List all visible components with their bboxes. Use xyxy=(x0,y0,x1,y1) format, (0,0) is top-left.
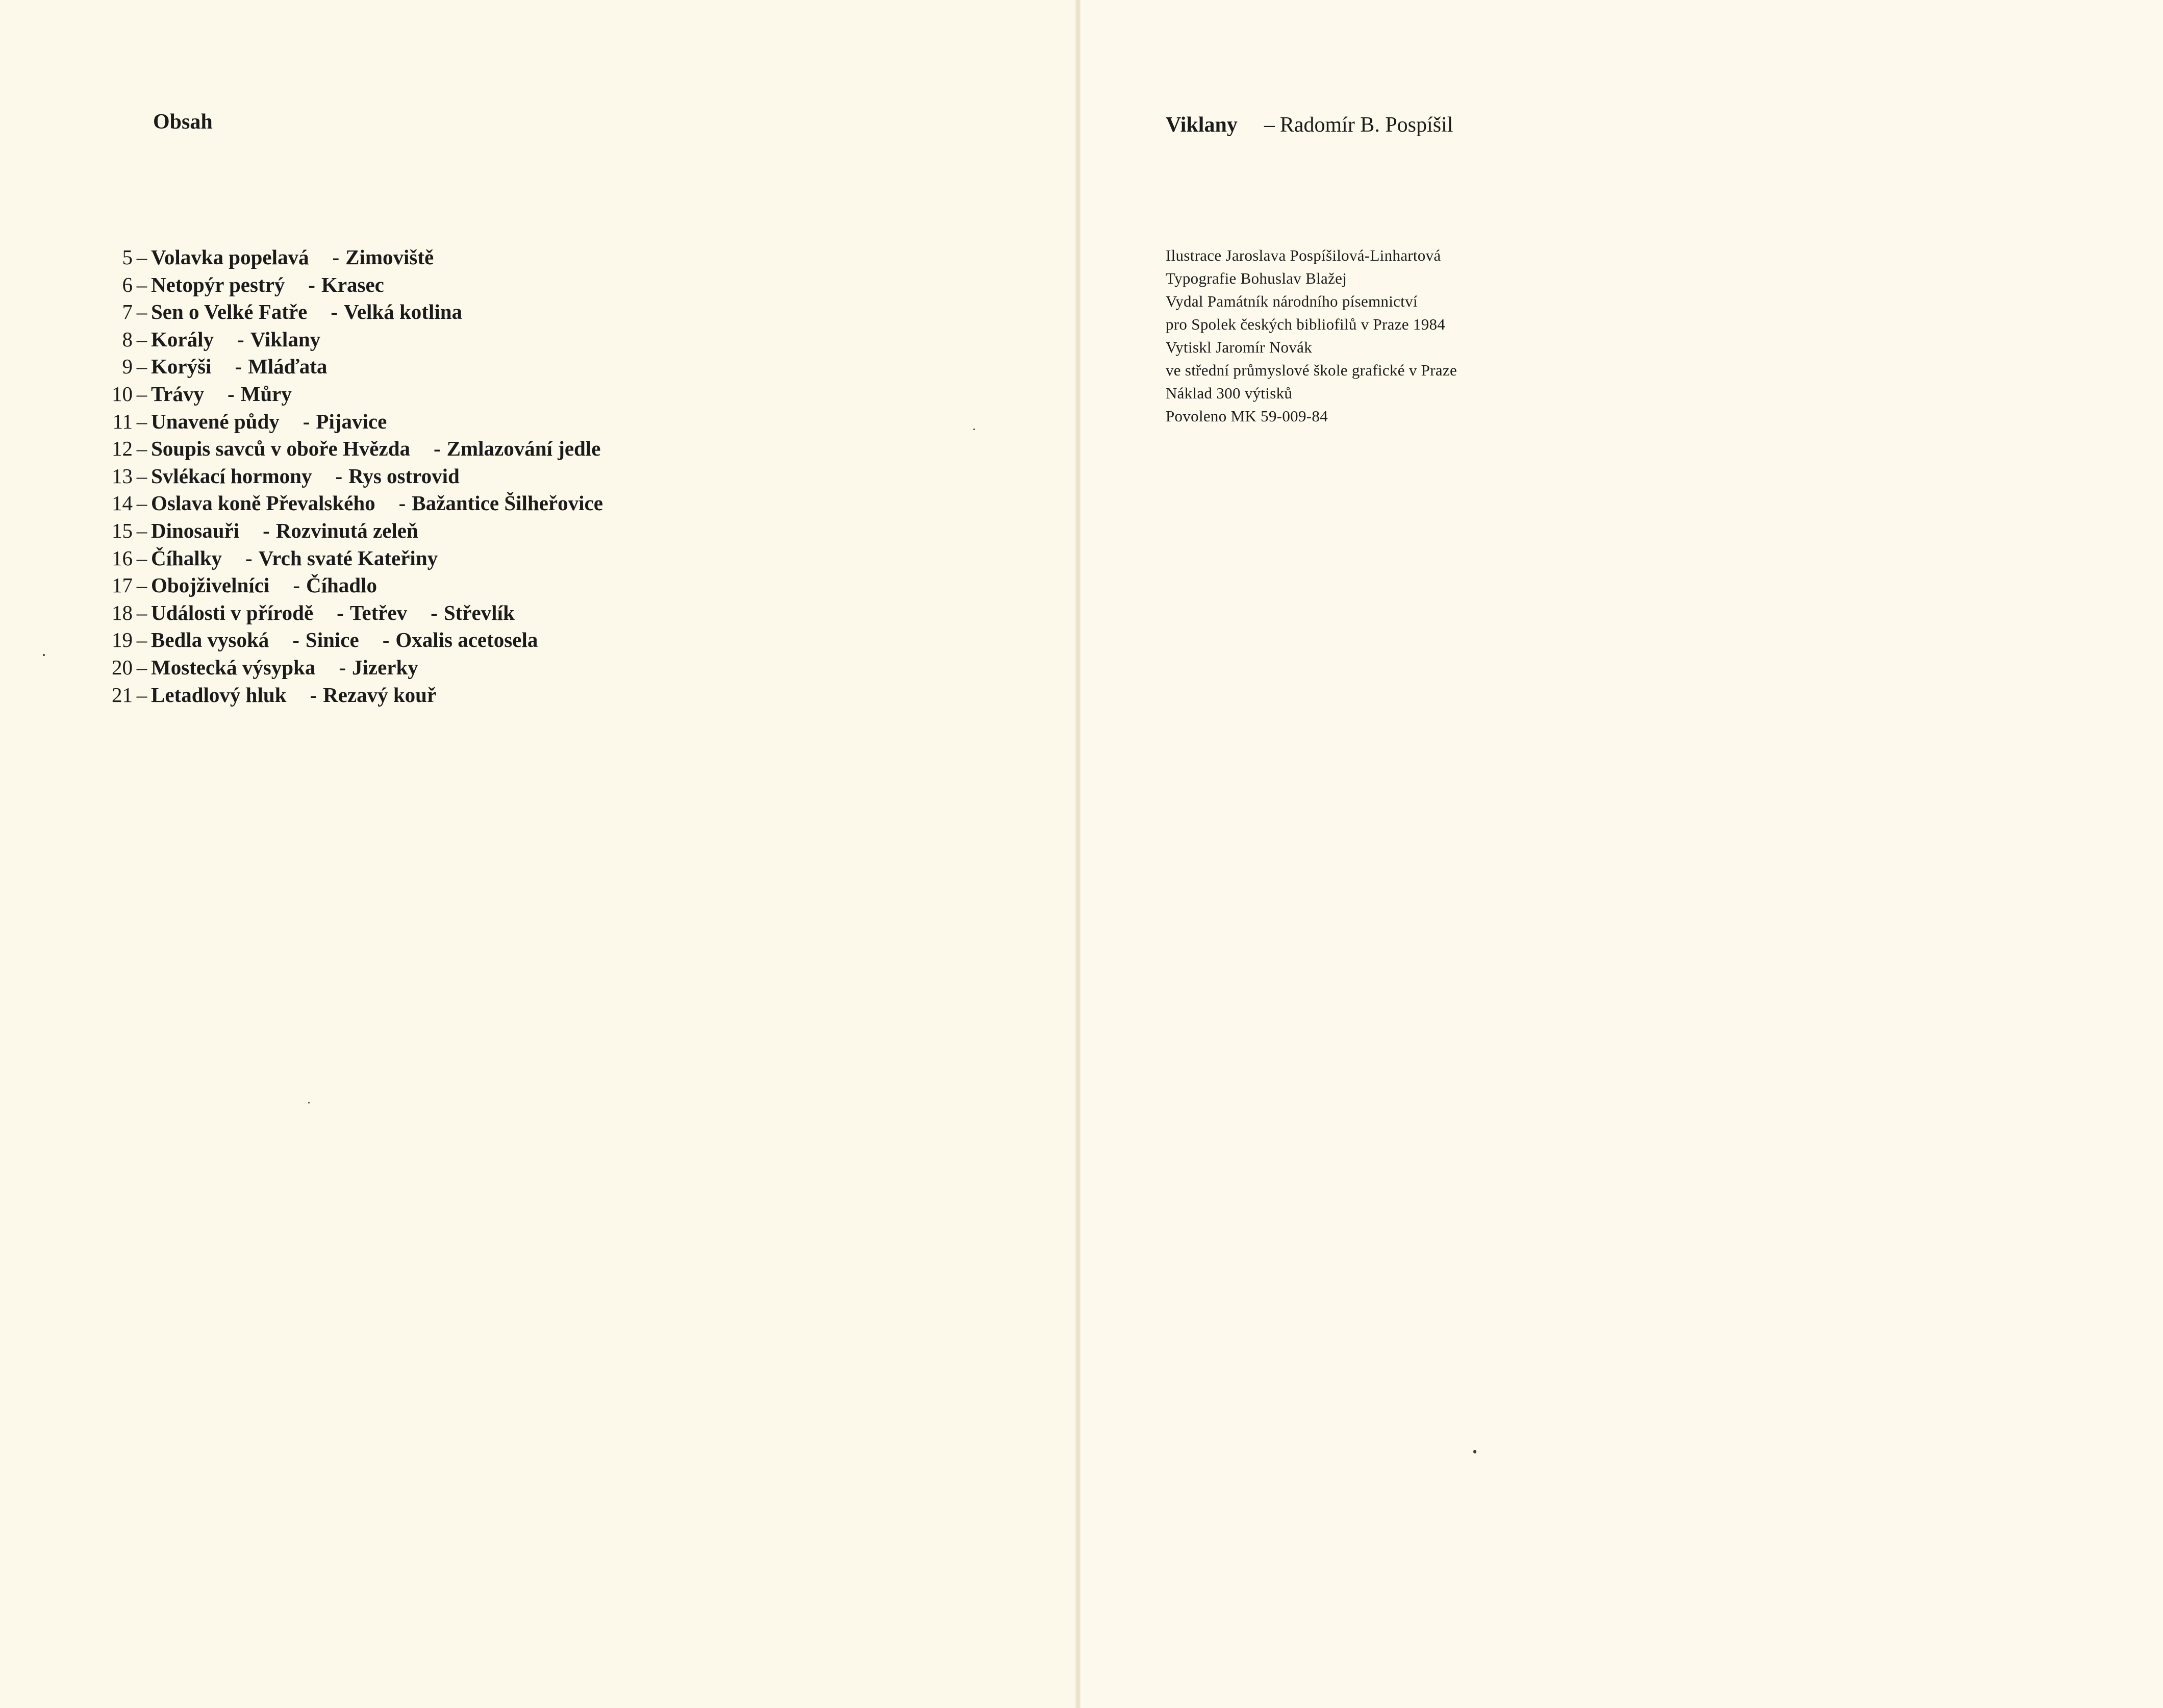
toc-page-number: 7 xyxy=(122,300,133,324)
title-line xyxy=(1166,112,1453,138)
colophon-line: Typografie Bohuslav Blažej xyxy=(1166,269,1347,287)
toc-entry xyxy=(92,245,603,272)
toc-title: Rezavý kouř xyxy=(323,683,437,707)
left-page xyxy=(0,0,1076,1708)
table-of-contents xyxy=(92,245,603,710)
toc-separator: – xyxy=(136,437,147,461)
toc-title: Mostecká výsypka xyxy=(151,655,316,679)
toc-separator: – xyxy=(136,300,147,324)
toc-separator: – xyxy=(136,464,147,488)
toc-dash: - xyxy=(398,491,406,515)
toc-title: Můry xyxy=(240,382,292,406)
toc-entry xyxy=(92,464,603,491)
toc-separator: – xyxy=(136,628,147,652)
toc-title: Události v přírodě xyxy=(151,600,314,624)
toc-title: Korýši xyxy=(151,355,212,379)
toc-title: Bedla vysoká xyxy=(151,628,269,652)
toc-separator: – xyxy=(136,600,147,624)
toc-title: Viklany xyxy=(250,327,321,351)
contents-heading: Obsah xyxy=(153,110,213,134)
toc-entry xyxy=(92,327,603,355)
toc-page-number: 12 xyxy=(112,437,133,461)
toc-entry xyxy=(92,354,603,382)
toc-page-number: 5 xyxy=(122,245,133,269)
toc-page-number: 8 xyxy=(122,327,133,351)
toc-dash: - xyxy=(263,518,270,542)
toc-dash: - xyxy=(292,628,299,652)
toc-title: Krasec xyxy=(321,272,384,296)
toc-separator: – xyxy=(136,409,147,433)
toc-title: Pijavice xyxy=(316,409,387,433)
toc-title: Tetřev xyxy=(349,600,408,624)
toc-page-number: 21 xyxy=(112,683,133,707)
toc-title: Trávy xyxy=(151,382,205,406)
toc-page-number: 18 xyxy=(112,600,133,624)
toc-title: Rys ostrovid xyxy=(348,464,460,488)
toc-page-number: 10 xyxy=(112,382,133,406)
toc-page-number: 20 xyxy=(112,655,133,679)
colophon-line: Ilustrace Jaroslava Pospíšilová-Linhartová xyxy=(1166,246,1441,264)
toc-entry xyxy=(92,546,603,573)
author-name: Radomír B. Pospíšil xyxy=(1279,113,1453,137)
toc-page-number: 14 xyxy=(112,491,133,515)
toc-title: Sinice xyxy=(305,628,359,652)
toc-dash: - xyxy=(293,573,300,597)
toc-dash: - xyxy=(331,300,338,324)
colophon-line: Povoleno MK 59-009-84 xyxy=(1166,407,1328,425)
toc-dash: - xyxy=(332,245,340,269)
toc-separator: – xyxy=(136,518,147,542)
toc-page-number: 13 xyxy=(112,464,133,488)
colophon-line: Náklad 300 výtisků xyxy=(1166,384,1293,402)
toc-dash: - xyxy=(308,272,315,296)
toc-entry xyxy=(92,683,603,710)
toc-separator: – xyxy=(136,245,147,269)
toc-title: Svlékací hormony xyxy=(151,464,312,488)
toc-page-number: 6 xyxy=(122,272,133,296)
toc-entry xyxy=(92,272,603,300)
toc-page-number: 11 xyxy=(112,409,133,433)
colophon-line: Vydal Památník národního písemnictví xyxy=(1166,292,1418,310)
toc-title: Mláďata xyxy=(248,355,328,379)
toc-title: Soupis savců v oboře Hvězda xyxy=(151,437,410,461)
toc-entry xyxy=(92,436,603,464)
toc-title: Zimoviště xyxy=(345,245,434,269)
toc-dash: - xyxy=(303,409,310,433)
toc-dash: - xyxy=(431,600,438,624)
toc-dash: - xyxy=(337,600,344,624)
toc-page-number: 16 xyxy=(112,546,133,570)
toc-title: Střevlík xyxy=(443,600,515,624)
toc-separator: – xyxy=(136,546,147,570)
toc-title: Letadlový hluk xyxy=(151,683,287,707)
toc-title: Unavené půdy xyxy=(151,409,280,433)
toc-page-number: 15 xyxy=(112,518,133,542)
book-title: Viklany xyxy=(1166,113,1238,137)
toc-page-number: 19 xyxy=(112,628,133,652)
toc-dash: - xyxy=(245,546,253,570)
toc-title: Rozvinutá zeleň xyxy=(275,518,418,542)
toc-entry xyxy=(92,382,603,409)
toc-separator: – xyxy=(136,683,147,707)
toc-title: Velká kotlina xyxy=(344,300,463,324)
toc-title: Bažantice Šilheřovice xyxy=(412,491,603,515)
toc-separator: – xyxy=(136,655,147,679)
toc-entry xyxy=(92,491,603,518)
toc-dash: - xyxy=(228,382,235,406)
toc-separator: – xyxy=(136,573,147,597)
toc-entry xyxy=(92,655,603,683)
toc-title: Netopýr pestrý xyxy=(151,272,285,296)
toc-entry xyxy=(92,573,603,600)
author-dash: – xyxy=(1264,113,1275,137)
paper-speck xyxy=(973,429,975,430)
toc-dash: - xyxy=(235,355,242,379)
toc-separator: – xyxy=(136,491,147,515)
toc-title: Zmlazování jedle xyxy=(446,437,601,461)
toc-title: Číhadlo xyxy=(306,573,377,597)
colophon-line: ve střední průmyslové škole grafické v Praze xyxy=(1166,361,1457,379)
toc-title: Oslava koně Převalského xyxy=(151,491,375,515)
toc-separator: – xyxy=(136,272,147,296)
toc-dash: - xyxy=(382,628,390,652)
toc-title: Jizerky xyxy=(351,655,418,679)
toc-title: Volavka popelavá xyxy=(151,245,309,269)
colophon xyxy=(1166,244,1457,428)
toc-dash: - xyxy=(335,464,343,488)
toc-entry xyxy=(92,600,603,628)
paper-speck xyxy=(43,654,45,656)
toc-title: Sen o Velké Fatře xyxy=(151,300,308,324)
colophon-line: pro Spolek českých bibliofilů v Praze 1984 xyxy=(1166,315,1446,333)
toc-title: Číhalky xyxy=(151,546,222,570)
toc-entry xyxy=(92,299,603,327)
paper-speck xyxy=(308,1102,310,1103)
toc-entry xyxy=(92,627,603,655)
toc-entry xyxy=(92,409,603,437)
toc-separator: – xyxy=(136,355,147,379)
toc-dash: - xyxy=(237,327,244,351)
toc-dash: - xyxy=(310,683,317,707)
paper-speck xyxy=(1473,1450,1476,1453)
toc-entry xyxy=(92,518,603,546)
toc-page-number: 9 xyxy=(122,355,133,379)
toc-separator: – xyxy=(136,382,147,406)
toc-title: Vrch svaté Kateřiny xyxy=(258,546,438,570)
toc-title: Obojživelníci xyxy=(151,573,270,597)
toc-title: Oxalis acetosela xyxy=(395,628,538,652)
toc-page-number: 17 xyxy=(112,573,133,597)
toc-dash: - xyxy=(434,437,441,461)
toc-dash: - xyxy=(339,655,346,679)
toc-title: Korály xyxy=(151,327,214,351)
colophon-line: Vytiskl Jaromír Novák xyxy=(1166,338,1312,356)
toc-title: Dinosauři xyxy=(151,518,240,542)
toc-separator: – xyxy=(136,327,147,351)
